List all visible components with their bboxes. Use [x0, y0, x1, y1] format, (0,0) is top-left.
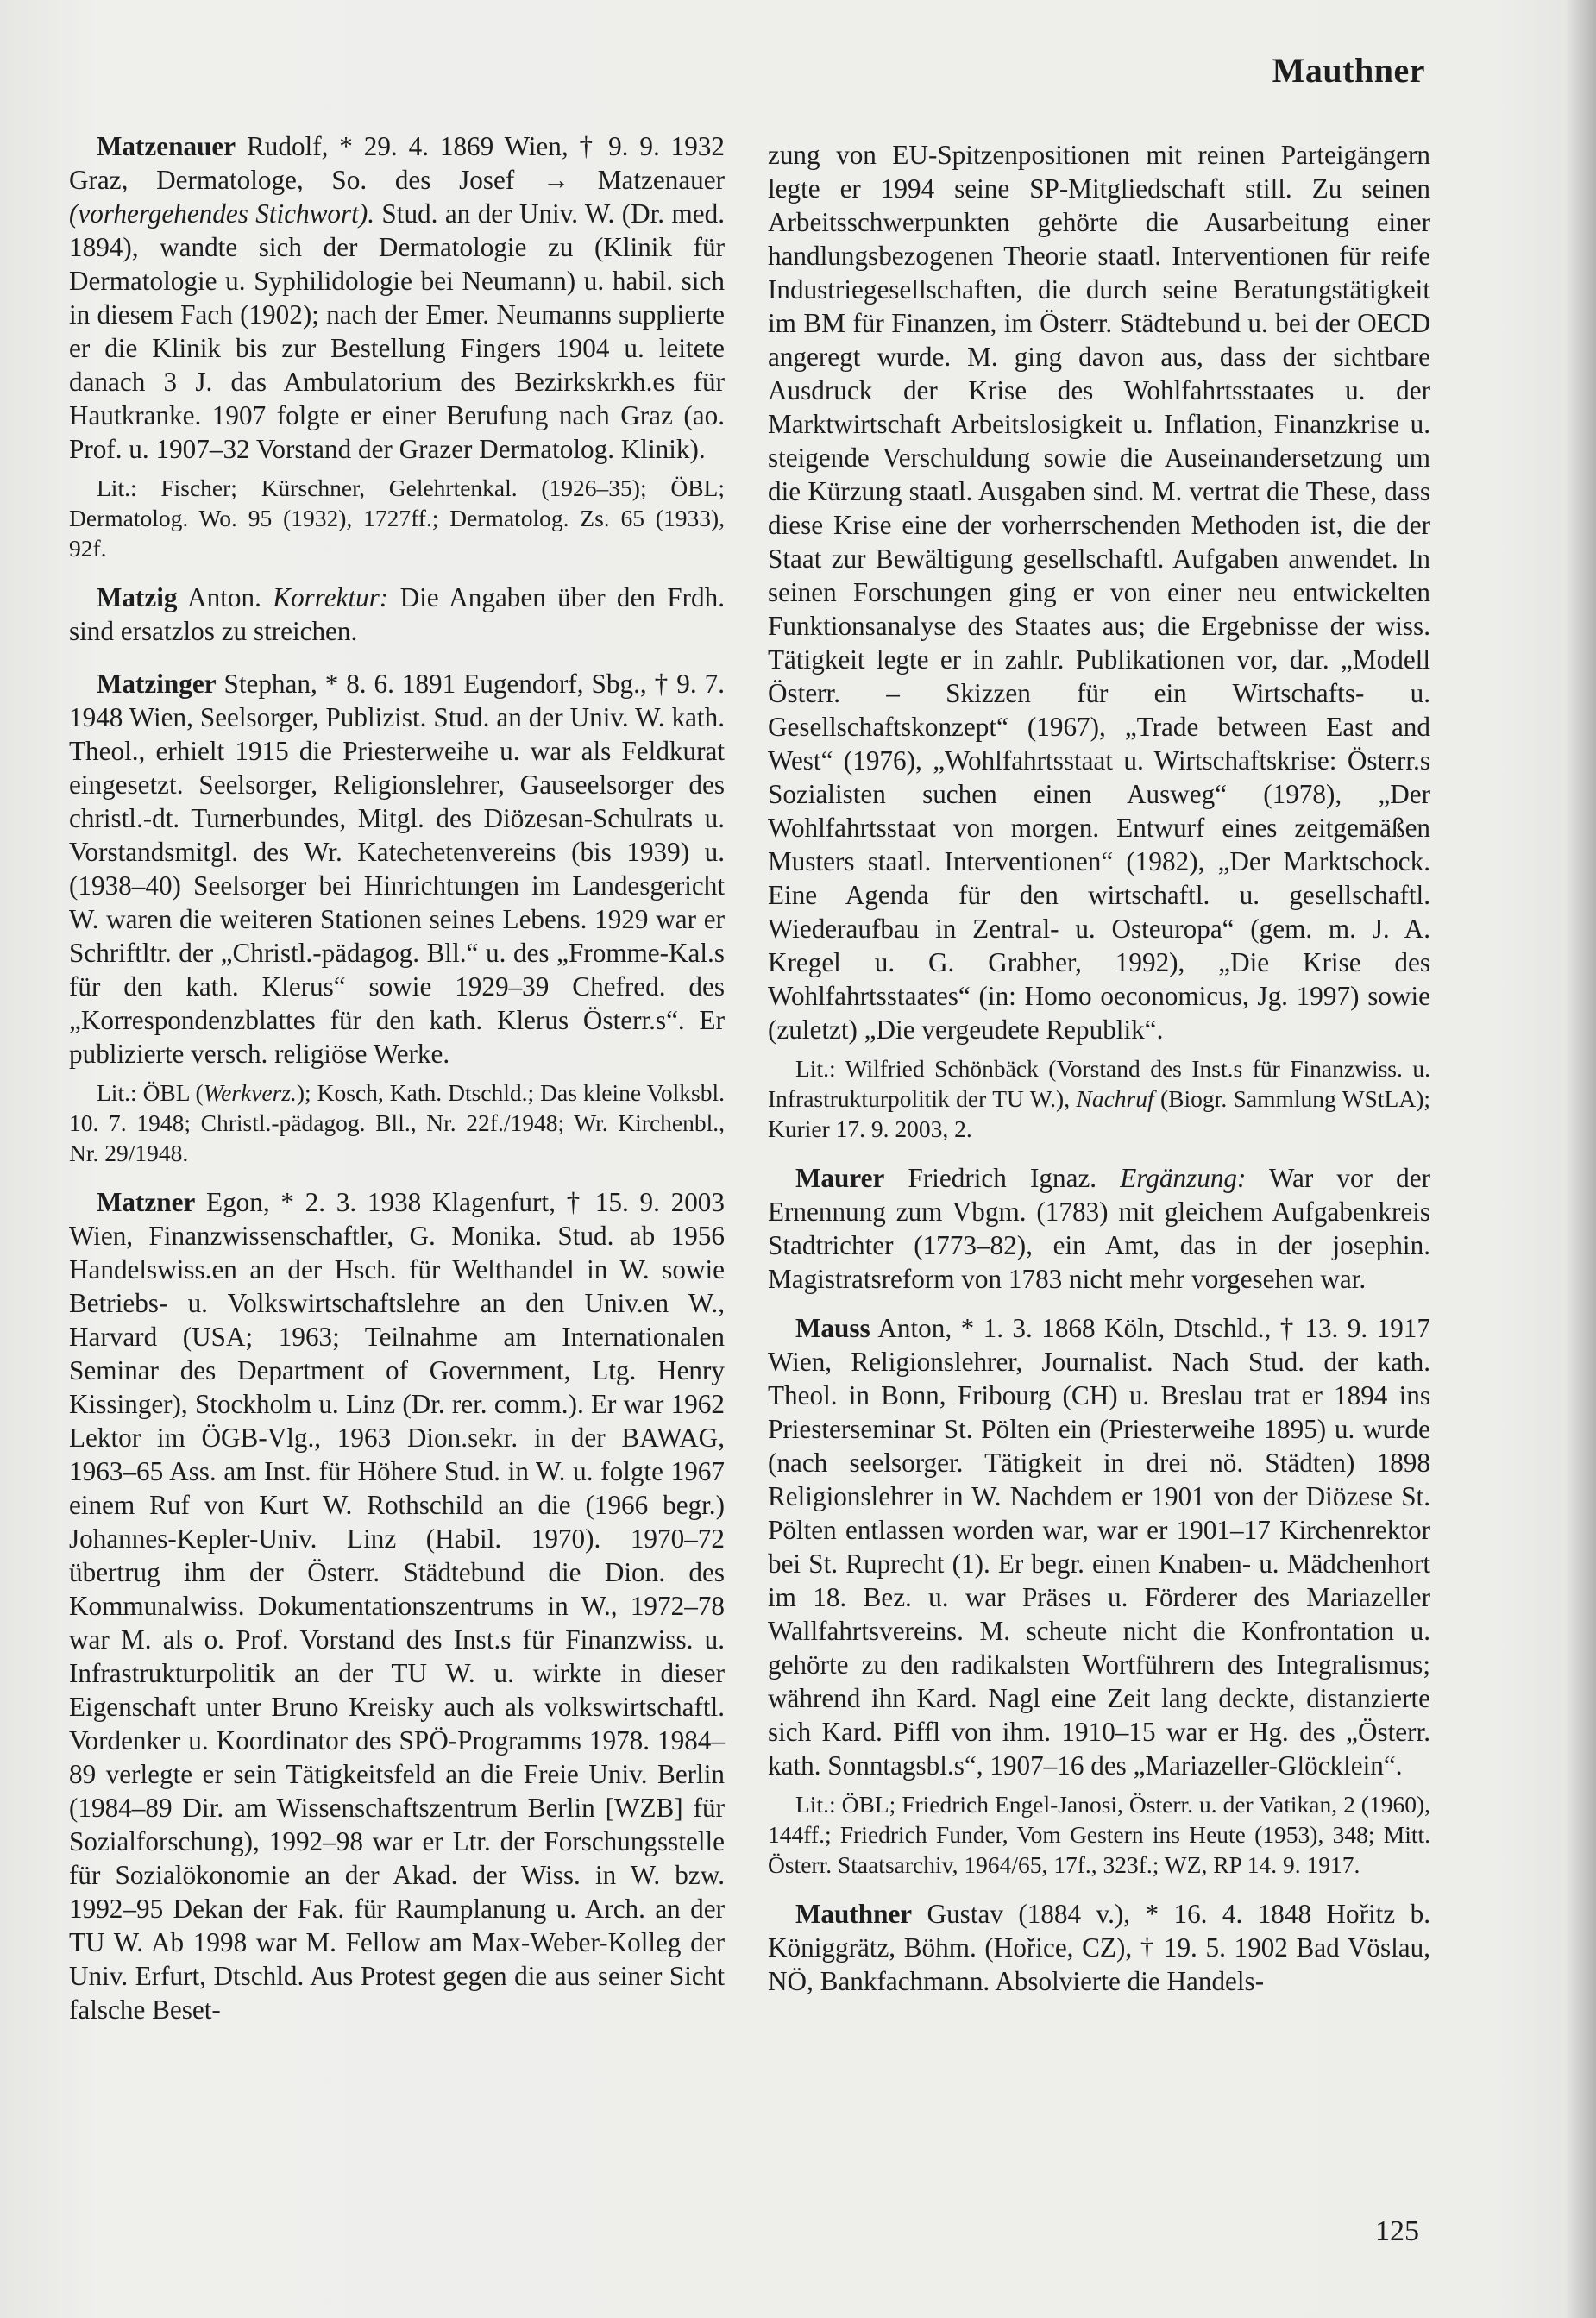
- headword: Mauthner: [795, 1899, 913, 1929]
- page-spine-shadow: [1565, 0, 1596, 2318]
- running-head: Mauthner: [1272, 51, 1425, 90]
- literature-matzner: Lit.: Wilfried Schönbäck (Vorstand des Inst.s für Finanzwiss. u. Infrastrukturpolitik der TU W.), Nachruf (Biogr. Sammlung WStLA); Kurier 17. 9. 2003, 2.: [768, 1055, 1431, 1142]
- headword: Matzner: [97, 1187, 196, 1217]
- entry-mauthner: Mauthner Gustav (1884 v.), * 16. 4. 1848 Hořitz b. Königgrätz, Böhm. (Hořice, CZ), † 19. 5. 1902 Bad Vöslau, NÖ, Bankfachmann. Absolvierte die Handels-: [768, 1899, 1430, 1996]
- page-number: 125: [1375, 2215, 1419, 2247]
- entry-mauss: Mauss Anton, * 1. 3. 1868 Köln, Dtschld., † 13. 9. 1917 Wien, Religionslehrer, Journalist. Nach Stud. der kath. Theol. in Bonn, Fribourg (CH) u. Breslau trat er 1894 ins Priesterseminar St. Pölten ein (Priesterweihe 1895) u. wurde (nach seelsorger. Tätigkeit in drei nö. Städten) 1898 Religionslehrer in W. Nachdem er 1901 von der Diözese St. Pölten entlassen worden war, war er 1901–17 Kirchenrektor bei St. Ruprecht (1). Er begr. einen Knaben- u. Mädchenhort im 18. Bez. u. war Präses u. Förderer des Mariazeller Wallfahrtsvereins. M. scheute nicht die Konfrontation u. gehörte zu den radikalsten Wortführern des Integralismus; während ihn Kard. Nagl eine Zeit lang deckte, distanzierte sich Kard. Piffl von ihm. 1910–15 war er Hg. des „Österr. kath. Sonntagsbl.s“, 1907–16 des „Mariazeller-Glöcklein“.: [768, 1313, 1430, 1781]
- literature-mauss: Lit.: ÖBL; Friedrich Engel-Janosi, Österr. u. der Vatikan, 2 (1960), 144ff.; Friedrich Funder, Vom Gestern ins Heute (1953), 348; Mitt. Österr. Staatsarchiv, 1964/65, 17f., 323f.; WZ, RP 14. 9. 1917.: [768, 1791, 1430, 1878]
- entry-matzner: Matzner Egon, * 2. 3. 1938 Klagenfurt, † 15. 9. 2003 Wien, Finanzwissenschaftler, G. Monika. Stud. ab 1956 Handelswiss.en an der Hsch. für Welthandel in W. sowie Betriebs- u. Volkswirtschaftslehre an den Univ.en W., Harvard (USA; 1963; Teilnahme am Internationalen Seminar des Department of Government, Ltg. Henry Kissinger), Stockholm u. Linz (Dr. rer. comm.). Er war 1962 Lektor im ÖGB-Vlg., 1963 Dion.sekr. in der BAWAG, 1963–65 Ass. am Inst. für Höhere Stud. in W. u. folgte 1967 einem Ruf von Kurt W. Rothschild an die (1966 begr.) Johannes-Kepler-Univ. Linz (Habil. 1970). 1970–72 übertrug ihm der Österr. Städtebund die Dion. des Kommunalwiss. Dokumentationszentrums in W., 1972–78 war M. als o. Prof. Vorstand des Inst.s für Finanzwiss. u. Infrastrukturpolitik an der TU W. u. wirkte in dieser Eigenschaft unter Bruno Kreisky auch als volkswirtschaftl. Vordenker u. Koordinator des SPÖ-Programms 1978. 1984–89 verlegte er sein Tätigkeitsfeld an die Freie Univ. Berlin (1984–89 Dir. am Wissenschaftszentrum Berlin [WZB] für Sozialforschung), 1992–98 war er Ltr. der Forschungsstelle für Sozialökonomie an der Akad. der Wiss. in W. bzw. 1992–95 Dekan der Fak. für Raumplanung u. Arch. an der TU W. Ab 1998 war M. Fellow am Max-Weber-Kolleg der Univ. Erfurt, Dtschld. Aus Protest gegen die aus seiner Sicht falsche Beset-: [69, 1187, 725, 2025]
- right-column: [768, 138, 1430, 2005]
- entry-maurer: Maurer Friedrich Ignaz. Ergänzung: War vor der Ernennung zum Vbgm. (1783) mit gleichem Aufgabenkreis Stadtrichter (1773–82), ein Amt, das in der josephin. Magistratsreform von 1783 nicht mehr vorgesehen war.: [768, 1163, 1430, 1294]
- headword: Maurer: [795, 1163, 885, 1193]
- headword: Matzinger: [97, 669, 217, 699]
- literature-matzenauer: Lit.: Fischer; Kürschner, Gelehrtenkal. (1926–35); ÖBL; Dermatolog. Wo. 95 (1932), 1727ff.; Dermatolog. Zs. 65 (1933), 92f.: [69, 474, 725, 562]
- entry-matzenauer: Matzenauer Rudolf, * 29. 4. 1869 Wien, † 9. 9. 1932 Graz, Dermatologe, So. des Josef → Matzenauer (vorhergehendes Stichwort). Stud. an der Univ. W. (Dr. med. 1894), wandte sich der Dermatologie zu (Klinik für Dermatologie u. Syphilidologie bei Neumann) u. habil. sich in diesem Fach (1902); nach der Emer. Neumanns supplierte er die Klinik bis zur Bestellung Fingers 1904 u. leitete danach 3 J. das Ambulatorium des Bezirkskrkh.es für Hautkranke. 1907 folgte er einer Berufung nach Graz (ao. Prof. u. 1907–32 Vorstand der Grazer Dermatolog. Klinik).: [69, 131, 725, 464]
- entry-matzinger: Matzinger Stephan, * 8. 6. 1891 Eugendorf, Sbg., † 9. 7. 1948 Wien, Seelsorger, Publizist. Stud. an der Univ. W. kath. Theol., erhielt 1915 die Priesterweihe u. war als Feldkurat eingesetzt. Seelsorger, Religionslehrer, Gauseelsorger des christl.-dt. Turnerbundes, Mitgl. des Diözesan-Schulrats u. Vorstandsmitgl. des Wr. Katechetenvereins (bis 1939) u. (1938–40) Seelsorger bei Hinrichtungen im Landesgericht W. waren die weiteren Stationen seines Lebens. 1929 war er Schriftltr. der „Christl.-pädagog. Bll.“ u. des „Fromme-Kal.s für den kath. Klerus“ sowie 1929–39 Chefred. des „Korrespondenzblattes für den kath. Klerus Österr.s“. Er publizierte versch. religiöse Werke.: [69, 669, 725, 1069]
- entry-matzig: Matzig Anton. Korrektur: Die Angaben über den Frdh. sind ersatzlos zu streichen.: [69, 582, 725, 646]
- entry-matzner-continued: zung von EU-Spitzenpositionen mit reinen Parteigängern legte er 1994 seine SP-Mitgliedschaft still. Zu seinen Arbeitsschwerpunkten gehörte die Ausarbeitung einer handlungsbezogenen Theorie staatl. Interventionen für reife Industriegesellschaften, die durch seine Beratungstätigkeit im BM für Finanzen, im Österr. Städtebund u. bei der OECD angeregt wurde. M. ging davon aus, dass der sichtbare Ausdruck der Krise des Wohlfahrtsstaates u. der Marktwirtschaft Arbeitslosigkeit u. Inflation, Finanzkrise u. steigende Verschuldung sowie die Auseinandersetzung um die Kürzung staatl. Ausgaben sind. M. vertrat die These, dass diese Krise eine der vorherrschenden Methoden ist, die der Staat zur Bewältigung gesellschaftl. Aufgaben anwendet. In seinen Forschungen ging er von einer neu entwickelten Funktionsanalyse des Staates aus; die Ergebnisse der wiss. Tätigkeit legte er in zahlr. Publikationen vor, dar. „Modell Österr. – Skizzen für ein Wirtschafts- u. Gesellschaftskonzept“ (1967), „Trade between East and West“ (1976), „Wohlfahrtsstaat u. Wirtschaftskrise: Österr.s Sozialisten suchen einen Ausweg“ (1978), „Der Wohlfahrtsstaat von morgen. Entwurf eines zeitgemäßen Musters staatl. Interventionen“ (1982), „Der Marktschock. Eine Agenda für den wirtschaftl. u. gesellschaftl. Wiederaufbau in Zentral- u. Osteuropa“ (gem. m. J. A. Kregel u. G. Grabher, 1992), „Die Krise des Wohlfahrtsstaates“ (in: Homo oeconomicus, Jg. 1997) sowie (zuletzt) „Die vergeudete Republik“.: [768, 140, 1430, 1045]
- headword: Matzenauer: [97, 131, 236, 161]
- headword: Matzig: [97, 582, 178, 612]
- literature-matzinger: Lit.: ÖBL (Werkverz.); Kosch, Kath. Dtschld.; Das kleine Volksbl. 10. 7. 1948; Christl.-pädagog. Bll., Nr. 22f./1948; Wr. Kirchenbl., Nr. 29/1948.: [69, 1079, 725, 1166]
- headword: Mauss: [795, 1313, 870, 1343]
- left-column: [69, 129, 725, 2033]
